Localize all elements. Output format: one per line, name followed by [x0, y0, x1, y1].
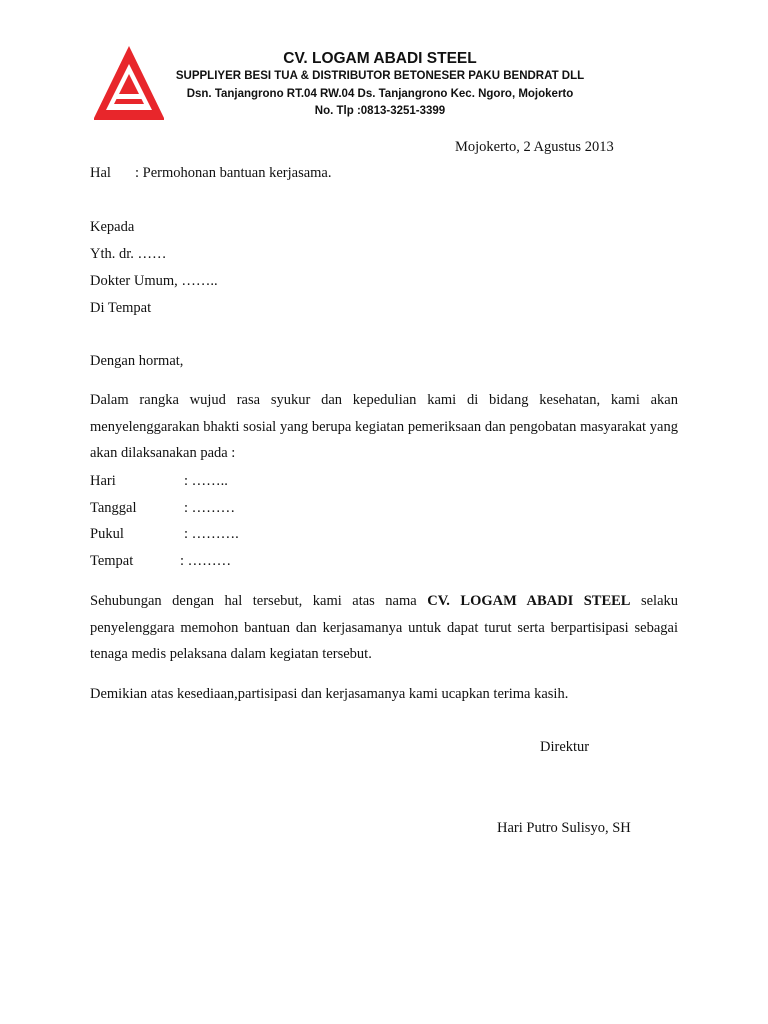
- detail-value: : ……….: [184, 526, 239, 542]
- signature-name: Hari Putro Sulisyo, SH: [497, 820, 631, 836]
- signature-title: Direktur: [540, 739, 590, 755]
- subject-label: Hal: [90, 165, 111, 181]
- paragraph-2-after: selaku penyelenggara memohon bantuan dan kerjasamanya untuk dapat turut serta berpartisipasi sebagai tenaga medis pelaksana dalam kegiatan tersebut.: [90, 593, 679, 662]
- paragraph-2-before: Sehubungan dengan hal tersebut, kami atas nama: [90, 593, 417, 609]
- paragraph-2: [90, 588, 678, 668]
- paragraph-2-company: CV. LOGAM ABADI STEEL: [427, 593, 631, 609]
- recipient-line: Yth. dr. ……: [90, 246, 167, 262]
- greeting: Dengan hormat,: [90, 353, 184, 369]
- detail-label: Hari: [90, 473, 116, 489]
- letter-date: Mojokerto, 2 Agustus 2013: [455, 139, 614, 155]
- company-name: CV. LOGAM ABADI STEEL: [283, 50, 477, 67]
- detail-value: : ………: [180, 553, 232, 569]
- company-address: Dsn. Tanjangrono RT.04 RW.04 Ds. Tanjangrono Kec. Ngoro, Mojokerto: [186, 88, 574, 100]
- subject-text: : Permohonan bantuan kerjasama.: [135, 165, 332, 181]
- recipient-line: Di Tempat: [90, 300, 152, 316]
- company-phone: No. Tlp :0813-3251-3399: [314, 105, 446, 117]
- closing-sentence: Demikian atas kesediaan,partisipasi dan kerjasamanya kami ucapkan terima kasih.: [90, 686, 569, 702]
- detail-value: : ……..: [184, 473, 228, 489]
- recipient-line: Dokter Umum, ……..: [90, 273, 218, 289]
- detail-value: : ………: [184, 500, 236, 516]
- recipient-line: Kepada: [90, 219, 135, 235]
- detail-label: Pukul: [90, 526, 124, 542]
- company-logo-icon: [92, 44, 166, 120]
- detail-label: Tanggal: [90, 500, 137, 516]
- detail-label: Tempat: [90, 553, 134, 569]
- company-tagline: SUPPLIYER BESI TUA & DISTRIBUTOR BETONESER PAKU BENDRAT DLL: [175, 70, 585, 82]
- paragraph-1: Dalam rangka wujud rasa syukur dan kepedulian kami di bidang kesehatan, kami akan menyelenggarakan bhakti sosial yang berupa kegiatan pemeriksaan dan pengobatan masyarakat yang akan dilaksanakan pada :: [90, 392, 678, 461]
